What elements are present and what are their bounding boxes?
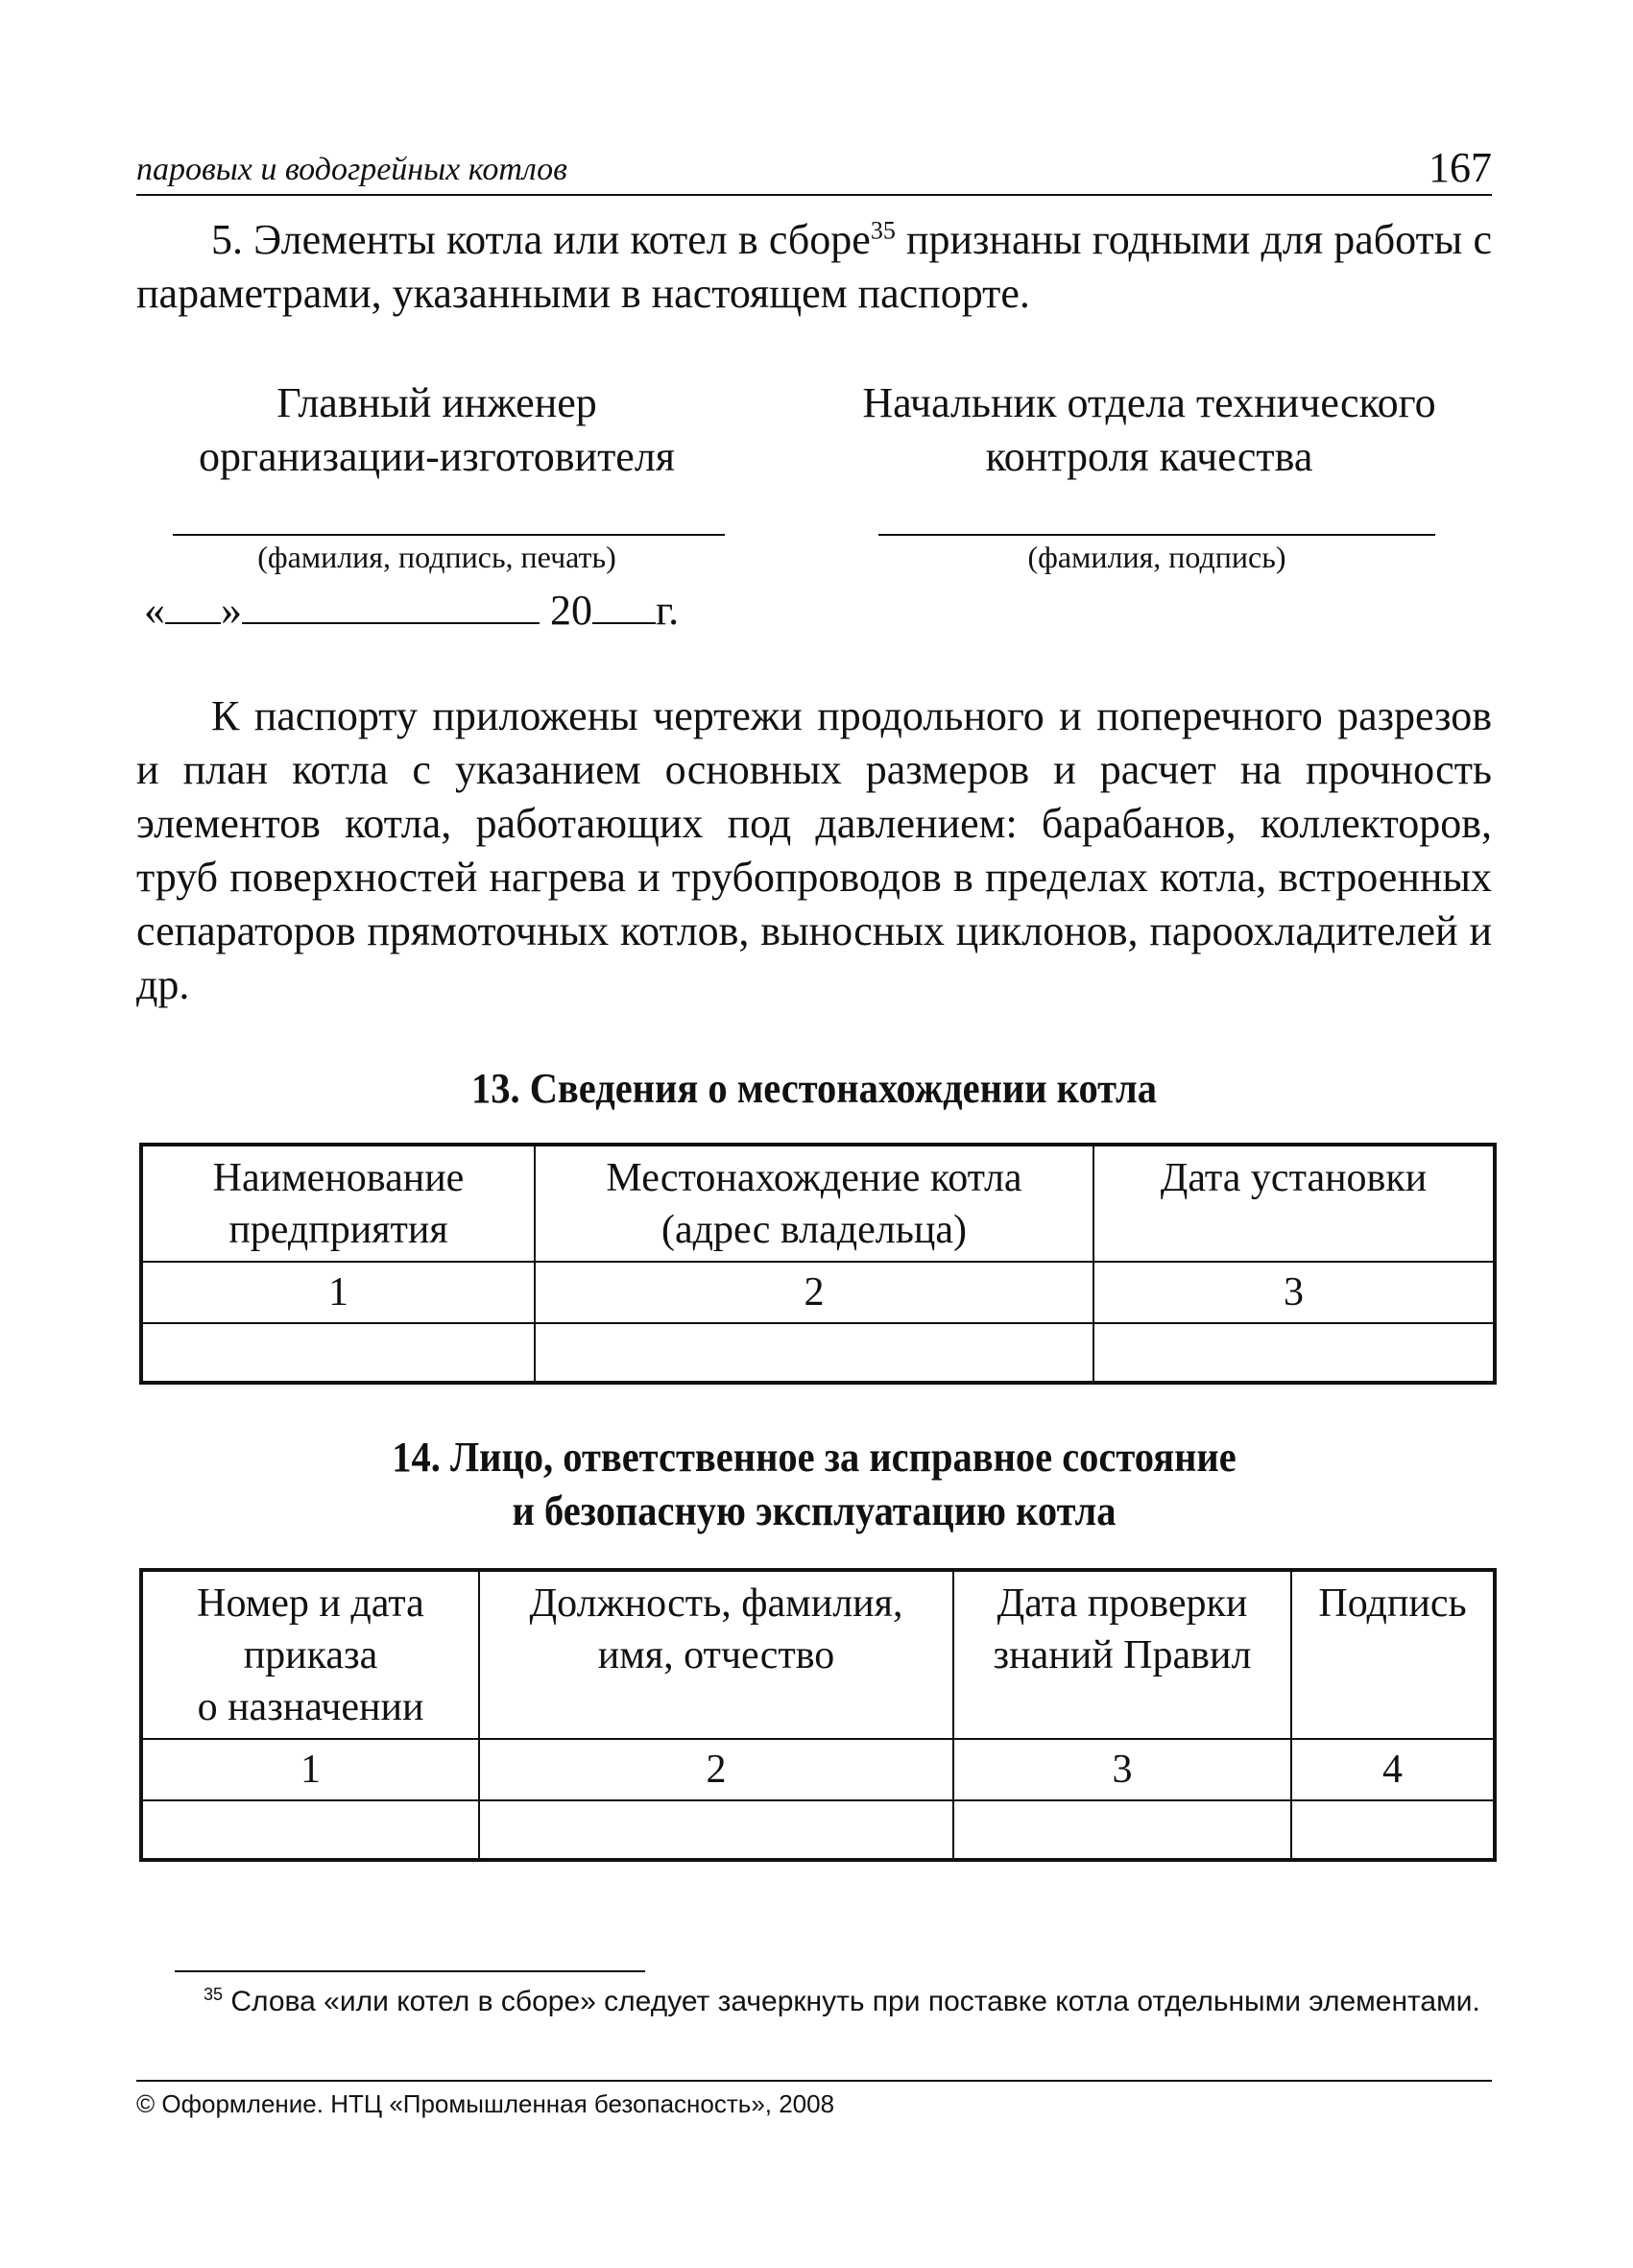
paragraph-5 — [136, 213, 1492, 321]
header-text: предприятия — [228, 1208, 448, 1252]
column-header-position-name — [479, 1570, 953, 1739]
attachment-paragraph: К паспорту приложены чертежи продольного и поперечного разрезов и план котла с указанием основных размеров и расчет на прочность элементов котла, работающих под давлением: барабанов, коллекторов, труб поверхностей нагрева и трубопроводов в пределах котла, встроенных сепараторов прямоточных котлов, выносных циклонов, пароохладителей и др. — [136, 692, 1492, 1008]
copyright-notice: © Оформление. НТЦ «Промышленная безопасность», 2008 — [136, 2089, 835, 2118]
qc-label: контроля качества — [985, 433, 1313, 480]
chief-engineer-label: Главный инженер — [276, 379, 597, 426]
signature-left-title — [144, 376, 730, 484]
table-header-row — [141, 1570, 1495, 1739]
empty-cell — [1093, 1323, 1495, 1383]
column-header-signature — [1291, 1570, 1495, 1739]
table-number-row — [141, 1262, 1495, 1323]
paragraph-5-text-start: 5. Элементы котла или котел в сборе — [211, 216, 871, 263]
section-14-title — [190, 1431, 1437, 1538]
header-text: Дата проверки — [997, 1581, 1248, 1626]
header-text: Местонахождение котла — [606, 1156, 1022, 1200]
header-text: знаний Правил — [993, 1633, 1252, 1677]
signature-line-right — [878, 534, 1435, 536]
footnote — [136, 1982, 1492, 2022]
header-text: о назначении — [197, 1685, 424, 1729]
header-text: Подпись — [1318, 1581, 1467, 1626]
location-table — [139, 1143, 1497, 1385]
column-number: 1 — [141, 1739, 479, 1800]
signature-caption-right: (фамилия, подпись) — [1027, 540, 1286, 574]
header-text: имя, отчество — [597, 1633, 835, 1677]
column-number: 2 — [535, 1262, 1093, 1323]
year-blank — [592, 590, 656, 624]
date-open-quote: « — [144, 587, 165, 634]
column-number: 4 — [1291, 1739, 1495, 1800]
footnote-number: 35 — [204, 1985, 224, 2004]
header-text: Дата установки — [1160, 1156, 1428, 1200]
column-header-order — [141, 1570, 479, 1739]
footnote-text: Слова «или котел в сборе» следует зачеркнуть при поставке котла отдельными элементами. — [223, 1986, 1480, 2017]
header-text: приказа — [243, 1633, 378, 1677]
qc-head-label: Начальник отдела технического — [862, 379, 1436, 426]
empty-cell — [535, 1323, 1093, 1383]
footer-rule — [136, 2080, 1492, 2082]
running-title: паровых и водогрейных котлов — [136, 152, 567, 187]
running-header — [136, 144, 1492, 196]
column-header-knowledge-check — [953, 1570, 1291, 1739]
column-header-enterprise — [141, 1145, 535, 1262]
page-number: 167 — [1429, 144, 1492, 191]
table-row — [141, 1800, 1495, 1860]
column-number: 2 — [479, 1739, 953, 1800]
signature-caption-left: (фамилия, подпись, печать) — [257, 540, 616, 574]
table-row — [141, 1323, 1495, 1383]
date-field — [144, 586, 679, 635]
table-header-row — [141, 1145, 1495, 1262]
header-text: Номер и дата — [197, 1581, 424, 1626]
header-text: Наименование — [212, 1156, 465, 1200]
signature-line-left — [173, 534, 725, 536]
section-13-title: 13. Сведения о местонахождении котла — [470, 1065, 1158, 1112]
empty-cell — [141, 1800, 479, 1860]
empty-cell — [479, 1800, 953, 1860]
signature-right-title — [806, 376, 1492, 484]
year-suffix: г. — [656, 587, 680, 634]
empty-cell — [141, 1323, 535, 1383]
day-blank — [165, 590, 221, 624]
column-number: 3 — [953, 1739, 1291, 1800]
header-text: Должность, фамилия, — [529, 1581, 903, 1626]
column-header-location — [535, 1145, 1093, 1262]
footnote-rule — [175, 1970, 645, 1972]
table-number-row — [141, 1739, 1495, 1800]
section-14-title-line-2: и безопасную эксплуатацию котла — [512, 1487, 1117, 1534]
manufacturer-label: организации-изготовителя — [198, 433, 676, 480]
empty-cell — [953, 1800, 1291, 1860]
column-header-install-date — [1093, 1145, 1495, 1262]
paragraph-5-text-end: признаны годными для работы с параметрами, указанными в настоящем паспорте. — [136, 216, 1493, 317]
year-prefix: 20 — [550, 587, 592, 634]
responsible-person-table — [139, 1568, 1497, 1862]
empty-cell — [1291, 1800, 1495, 1860]
column-number: 1 — [141, 1262, 535, 1323]
section-14-title-line-1: 14. Лицо, ответственное за исправное состояние — [392, 1434, 1237, 1481]
month-blank — [242, 590, 540, 624]
column-number: 3 — [1093, 1262, 1495, 1323]
date-close-quote: » — [221, 587, 242, 634]
footnote-reference: 35 — [870, 216, 896, 245]
header-text: (адрес владельца) — [661, 1208, 967, 1252]
